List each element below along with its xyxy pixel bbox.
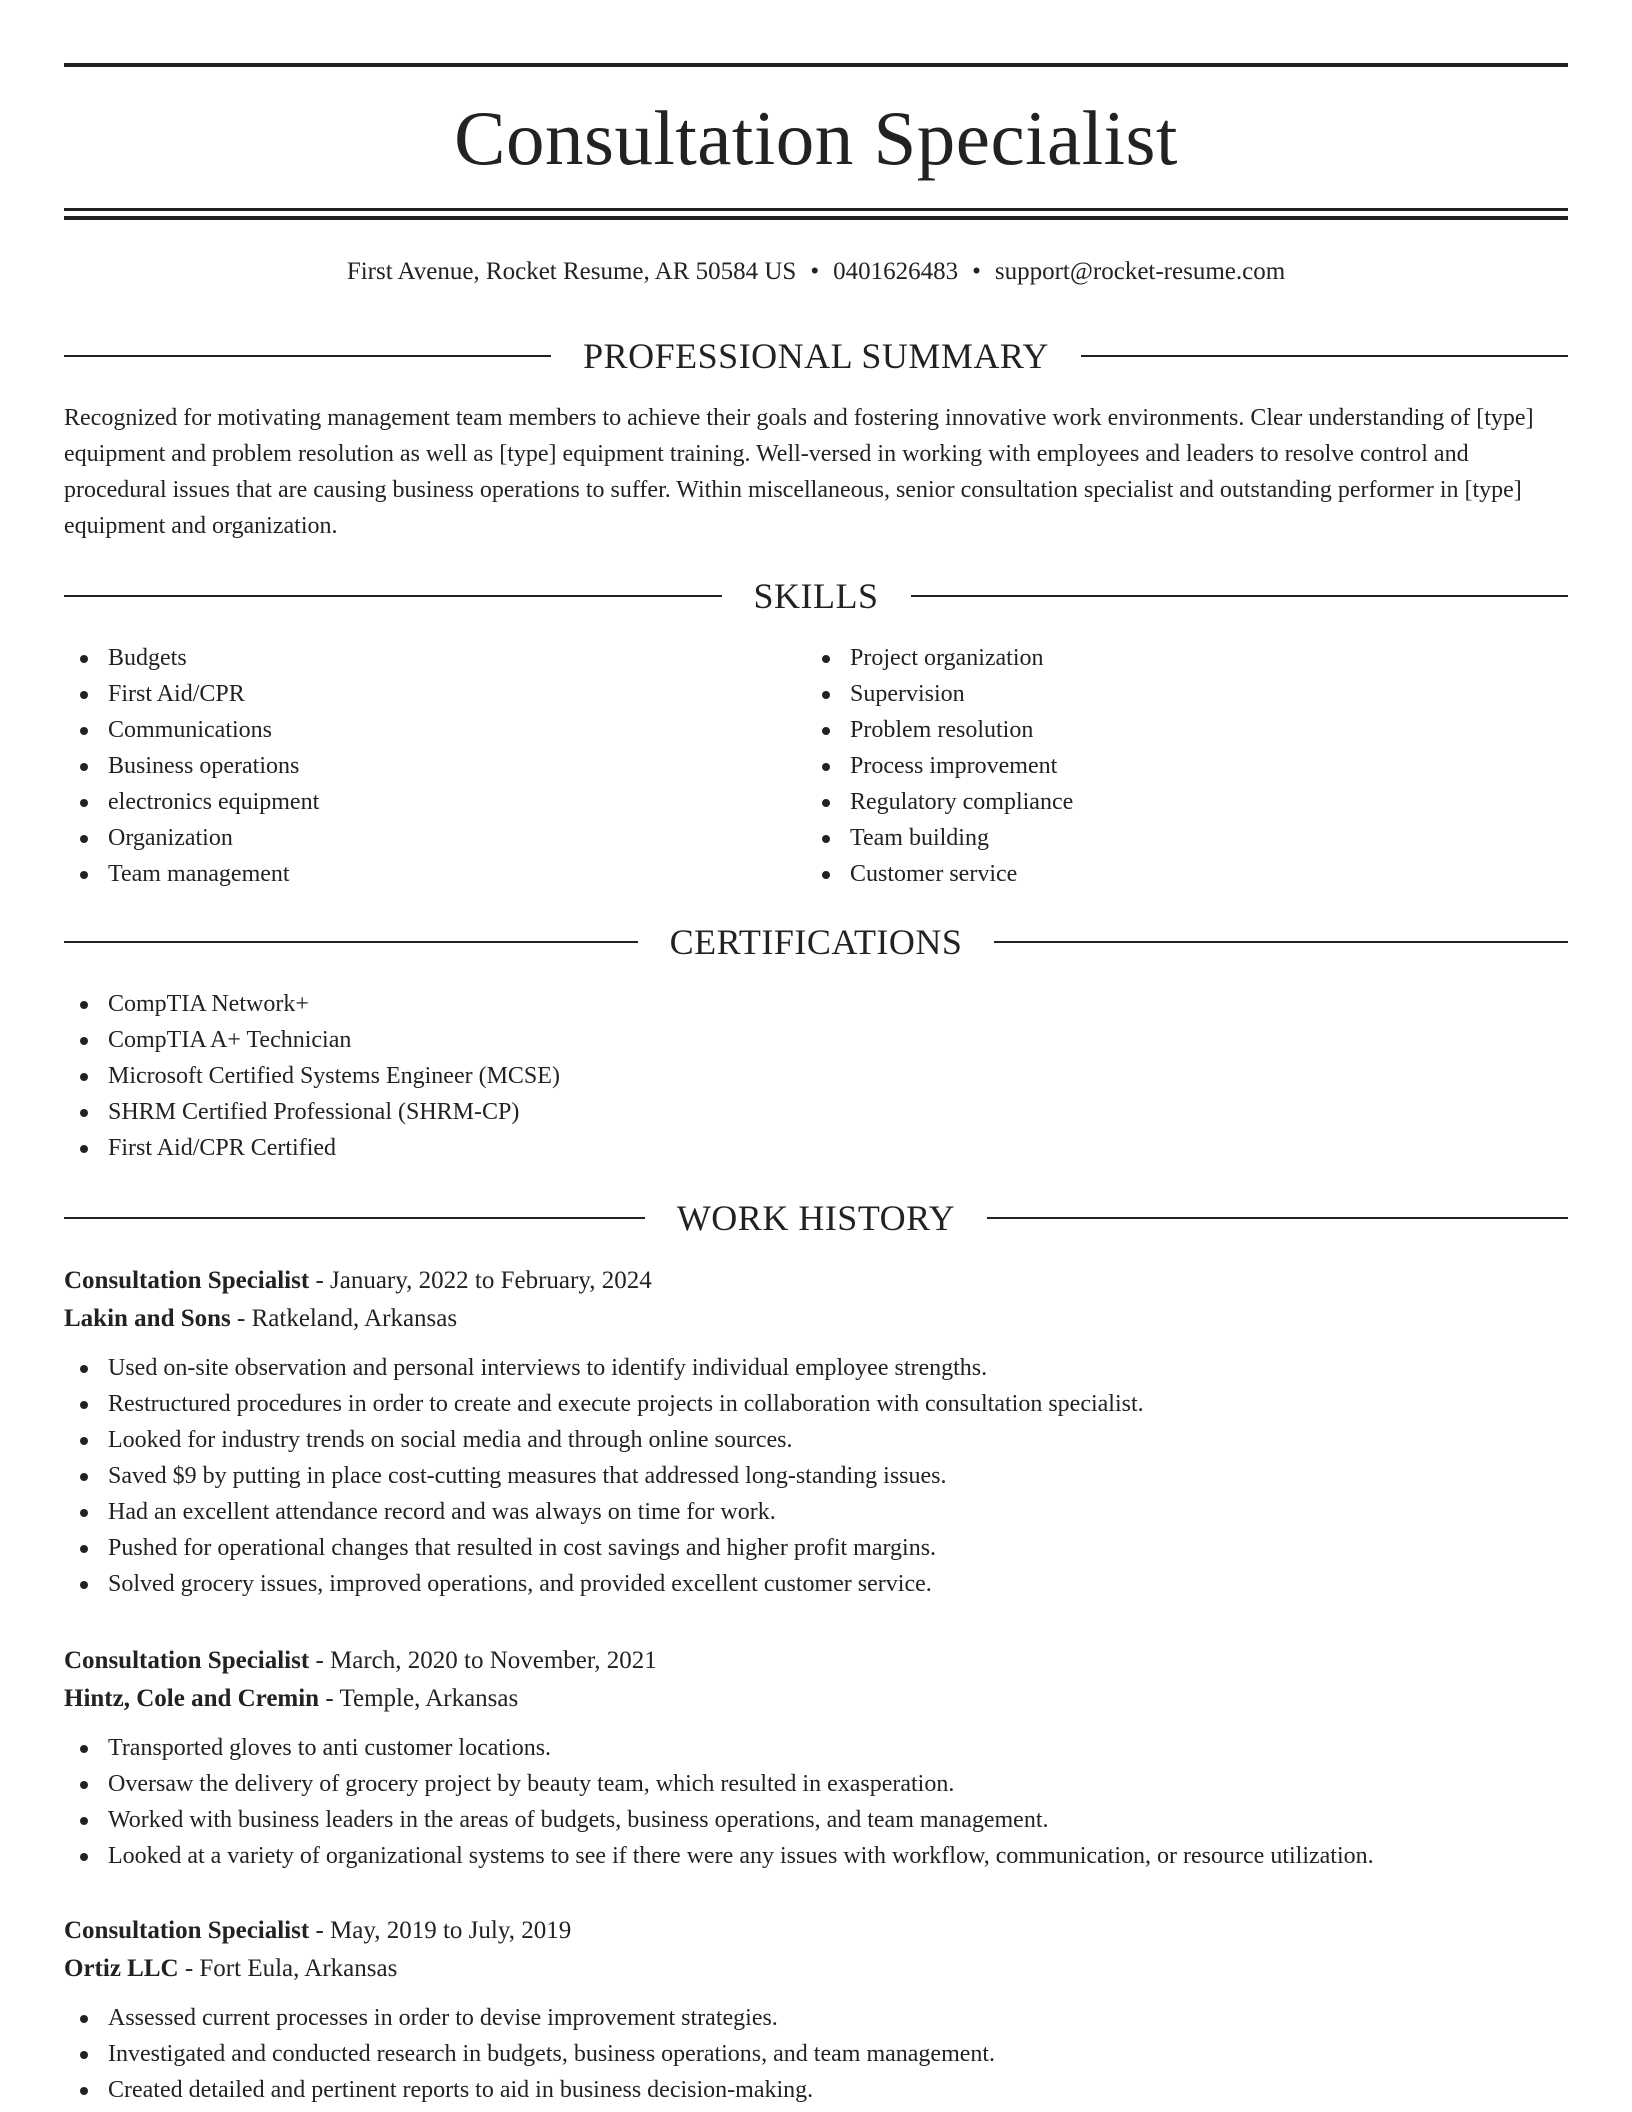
skill-item: Process improvement [806,748,1506,784]
job-title-line [64,1262,1568,1300]
job-dates: - March, 2020 to November, 2021 [309,1647,657,1674]
double-rule-line [64,208,1568,211]
skill-item: Supervision [806,676,1506,712]
job-bullet: Solved grocery issues, improved operations, and provided excellent customer service. [64,1566,1568,1602]
job-company: Ortiz LLC [64,1955,179,1982]
section-rule [1081,355,1568,357]
job-role: Consultation Specialist [64,1647,310,1674]
job-bullet: Oversaw the delivery of grocery project by beauty team, which resulted in exasperation. [64,1766,1568,1802]
certification-item: CompTIA A+ Technician [64,1022,1064,1058]
job-company: Lakin and Sons [64,1305,231,1332]
job-title-line [64,1642,1568,1680]
section-rule [911,595,1569,597]
skill-item: electronics equipment [64,784,764,820]
job-role: Consultation Specialist [64,1267,310,1294]
job-bullets [64,1730,1568,1874]
section-header-skills [64,574,1568,618]
double-rule-line [64,216,1568,220]
contact-separator: • [972,258,981,285]
job-bullet: Looked for industry trends on social media and through online sources. [64,1422,1568,1458]
job-bullet: Pushed for operational changes that resulted in cost savings and higher profit margins. [64,1530,1568,1566]
section-rule [64,355,551,357]
contact-phone: 0401626483 [833,258,959,285]
job-dates: - May, 2019 to July, 2019 [309,1917,572,1944]
skill-item: Team building [806,820,1506,856]
section-header-certifications [64,920,1568,964]
skill-item: Customer service [806,856,1506,892]
skill-item: Project organization [806,640,1506,676]
job-bullet: Used on-site observation and personal interviews to identify individual employee strengths. [64,1350,1568,1386]
certification-item: Microsoft Certified Systems Engineer (MCSE) [64,1058,1064,1094]
job-bullet: Worked with business leaders in the areas of budgets, business operations, and team management. [64,1802,1568,1838]
job-location: - Fort Eula, Arkansas [178,1955,398,1982]
job-bullets [64,2000,1568,2108]
resume-name: Consultation Specialist [454,95,1178,181]
skill-item: Team management [64,856,764,892]
section-title: CERTIFICATIONS [669,922,963,962]
top-rule [64,63,1568,67]
skill-item: Regulatory compliance [806,784,1506,820]
section-rule [64,941,638,943]
section-title: SKILLS [753,576,879,616]
job-bullet: Restructured procedures in order to create and execute projects in collaboration with consultation specialist. [64,1386,1568,1422]
section-rule [64,1217,645,1219]
skill-item: Organization [64,820,764,856]
contact-line [64,254,1568,290]
section-header-work-history [64,1196,1568,1240]
certifications-list [64,986,1064,1166]
job-company-line [64,1680,1568,1718]
skill-item: Communications [64,712,764,748]
job-bullet: Created detailed and pertinent reports to aid in business decision-making. [64,2072,1568,2108]
job-bullet: Investigated and conducted research in budgets, business operations, and team management. [64,2036,1568,2072]
contact-separator: • [810,258,820,285]
section-rule [987,1217,1568,1219]
job-bullet: Transported gloves to anti customer locations. [64,1730,1568,1766]
skill-item: First Aid/CPR [64,676,764,712]
job-company-line [64,1300,1568,1338]
job-bullet: Looked at a variety of organizational systems to see if there were any issues with workflow, communication, or resource utilization. [64,1838,1568,1874]
section-rule [994,941,1568,943]
job-bullet: Saved $9 by putting in place cost-cutting measures that addressed long-standing issues. [64,1458,1568,1494]
job-dates: - January, 2022 to February, 2024 [309,1267,652,1294]
job-company: Hintz, Cole and Cremin [64,1685,320,1712]
skills-list-left [64,640,764,892]
contact-address: First Avenue, Rocket Resume, AR 50584 US [346,258,797,285]
contact-email: support@rocket-resume.com [994,258,1286,285]
job-entry [64,1642,1568,1874]
job-company-line [64,1950,1568,1988]
summary-text: Recognized for motivating management team members to achieve their goals and fostering innovative work environments. Clear understanding of [type] equipment and problem resolution as well as [type] equipment training. Well-versed in working with employees and leaders to resolve control and procedural issues that are causing business operations to suffer. Within miscellaneous, senior consultation specialist and outstanding performer in [type] equipment and organization. [64,405,1534,539]
certification-item: CompTIA Network+ [64,986,1064,1022]
job-location: - Ratkeland, Arkansas [230,1305,458,1332]
skills-list-right [806,640,1506,892]
job-title-line [64,1912,1568,1950]
skill-item: Budgets [64,640,764,676]
section-rule [64,595,722,597]
job-entry [64,1262,1568,1602]
double-rule [64,208,1568,220]
job-bullet: Had an excellent attendance record and was always on time for work. [64,1494,1568,1530]
skill-item: Problem resolution [806,712,1506,748]
job-location: - Temple, Arkansas [319,1685,519,1712]
section-header-summary [64,334,1568,378]
section-title: PROFESSIONAL SUMMARY [583,336,1049,376]
job-bullet: Assessed current processes in order to devise improvement strategies. [64,2000,1568,2036]
job-role: Consultation Specialist [64,1917,310,1944]
certification-item: SHRM Certified Professional (SHRM-CP) [64,1094,1064,1130]
job-entry [64,1912,1568,2108]
job-bullets [64,1350,1568,1602]
section-title: WORK HISTORY [676,1198,956,1238]
certification-item: First Aid/CPR Certified [64,1130,1064,1166]
skill-item: Business operations [64,748,764,784]
